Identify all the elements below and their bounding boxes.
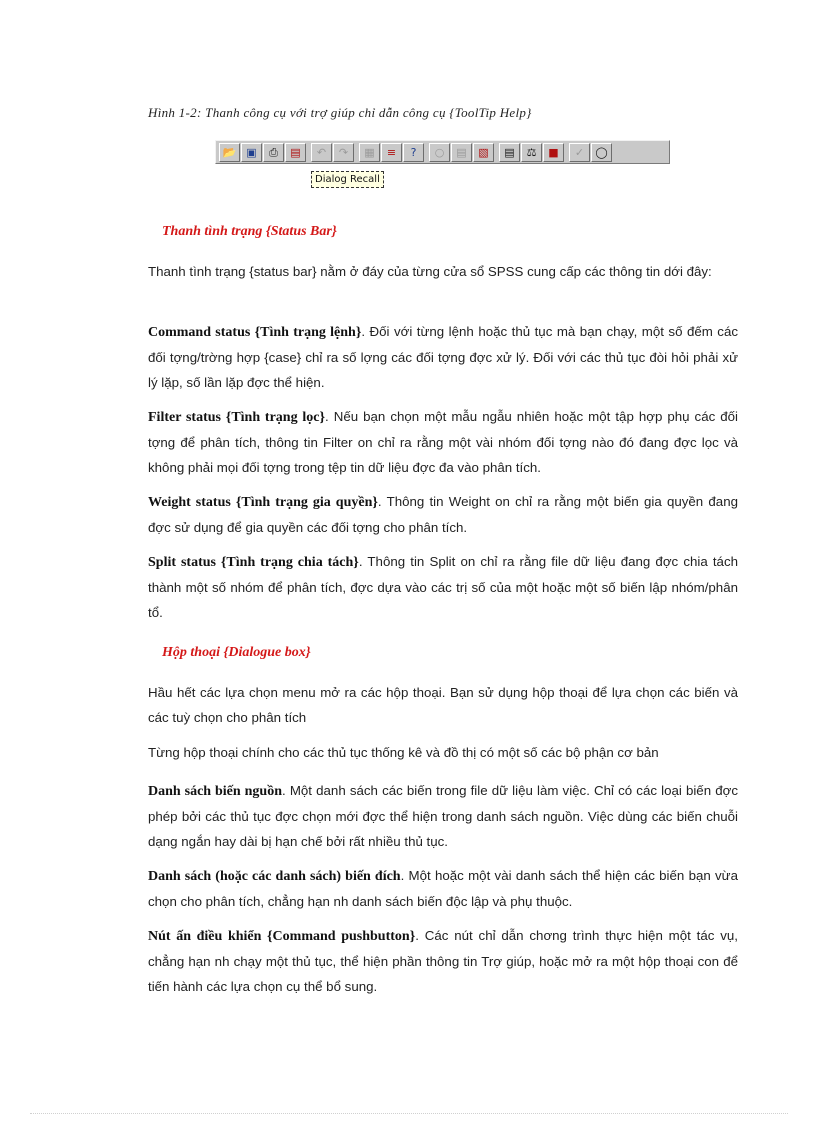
weight-status-paragraph: [148, 489, 738, 540]
save-disk-icon[interactable]: ▣: [241, 143, 262, 162]
command-status-text: . Đối với từng lệnh hoặc thủ tục mà bạn chạy, một số đếm các đối tợng/trờng hợp {case} chỉ ra số lợng các đối tợng đợc xử lý. Đối với các thủ tục đòi hỏi phải xử lý lặp, số lần lặp đợc thể hiện.: [148, 324, 738, 390]
variables-icon[interactable]: ?: [403, 143, 424, 162]
filter-status-text: . Nếu bạn chọn một mẫu ngẫu nhiên hoặc một tập hợp phụ các đối tợng để phân tích, thông tin Filter on chỉ ra rằng một vài nhóm đối tợng nào đó đang đợc lọc và không phải mọi đối tợng trong tệp tin dữ liệu đợc đa vào phân tích.: [148, 409, 738, 475]
command-pushbutton-paragraph: [148, 923, 738, 999]
redo-icon[interactable]: ↷: [333, 143, 354, 162]
figure-caption: Hình 1-2: Thanh công cụ với trợ giúp chỉ dẫn công cụ {ToolTip Help}: [148, 105, 532, 120]
print-icon[interactable]: ⎙: [263, 143, 284, 162]
status-bar-heading: Thanh tình trạng {Status Bar}: [162, 224, 337, 239]
dialog-recall-tooltip: Dialog Recall: [311, 171, 384, 188]
source-variable-list-term: Danh sách biến nguồn: [148, 784, 282, 799]
weight-status-text: . Thông tin Weight on chỉ ra rằng một biến gia quyền đang đợc sử dụng để gia quyền các đối tợng cho phân tích.: [148, 494, 738, 535]
open-folder-icon[interactable]: 📂: [219, 143, 240, 162]
target-variable-list-paragraph: [148, 863, 738, 914]
dialog-box-intro-2: Từng hộp thoại chính cho các thủ tục thống kê và đồ thị có một số các bộ phận cơ bản: [148, 745, 659, 760]
split-file-icon[interactable]: ▤: [499, 143, 520, 162]
command-status-paragraph: [148, 319, 738, 395]
insert-case-icon[interactable]: ▤: [451, 143, 472, 162]
dialog-recall-icon[interactable]: ▤: [285, 143, 306, 162]
use-sets-icon[interactable]: ◯: [591, 143, 612, 162]
page-bottom-divider: [30, 1113, 788, 1114]
filter-status-term: Filter status {Tình trạng lọc}: [148, 410, 326, 425]
value-labels-icon[interactable]: ✓: [569, 143, 590, 162]
goto-case-icon[interactable]: ≡: [381, 143, 402, 162]
dialog-box-heading: Hộp thoại {Dialogue box}: [162, 645, 311, 660]
split-status-paragraph: [148, 549, 738, 625]
spss-toolbar: [215, 140, 670, 164]
source-variable-list-text: . Một danh sách các biến trong file dữ liệu làm việc. Chỉ có các loại biến đợc phép bởi các thủ tục đợc chọn mới đợc thể hiện trong danh sách nguồn. Việc dùng các biến chuỗi dạng ngắn hay dài bị hạn chế bởi rất nhiều thủ tục.: [148, 783, 738, 849]
insert-variable-icon[interactable]: ▧: [473, 143, 494, 162]
command-pushbutton-text: . Các nút chỉ dẫn chơng trình thực hiện một tác vụ, chẳng hạn nh chạy một thủ tục, thể hiện phần thông tin Trợ giúp, hoặc mở ra một hộp thoại con để tiến hành các lựa chọn cụ thể bổ sung.: [148, 928, 738, 994]
weight-cases-icon[interactable]: ⚖: [521, 143, 542, 162]
status-bar-intro: Thanh tình trạng {status bar} nằm ở đáy của từng cửa sổ SPSS cung cấp các thông tin dới đây:: [148, 264, 712, 279]
command-status-term: Command status {Tình trạng lệnh}: [148, 325, 362, 340]
select-cases-icon[interactable]: ■: [543, 143, 564, 162]
target-variable-list-text: . Một hoặc một vài danh sách thể hiện các biến bạn vừa chọn cho phân tích, chẳng hạn nh danh sách biến độc lập và phụ thuộc.: [148, 868, 738, 909]
find-icon[interactable]: ○: [429, 143, 450, 162]
dialog-box-intro: Hầu hết các lựa chọn menu mở ra các hộp thoại. Bạn sử dụng hộp thoại để lựa chọn các biến và các tuỳ chọn cho phân tích: [148, 685, 738, 725]
split-status-text: . Thông tin Split on chỉ ra rằng file dữ liệu đang đợc chia tách thành một số nhóm để phân tích, đợc dựa vào các trị số của một hoặc một số biến lập nhóm/phân tổ.: [148, 554, 738, 620]
source-variable-list-paragraph: [148, 778, 738, 854]
command-pushbutton-term: Nút ấn điều khiển {Command pushbutton}: [148, 929, 416, 944]
filter-status-paragraph: [148, 404, 738, 480]
undo-icon[interactable]: ↶: [311, 143, 332, 162]
target-variable-list-term: Danh sách (hoặc các danh sách) biến đích: [148, 869, 401, 884]
goto-chart-icon[interactable]: ▦: [359, 143, 380, 162]
weight-status-term: Weight status {Tình trạng gia quyền}: [148, 495, 378, 510]
split-status-term: Split status {Tình trạng chia tách}: [148, 555, 359, 570]
